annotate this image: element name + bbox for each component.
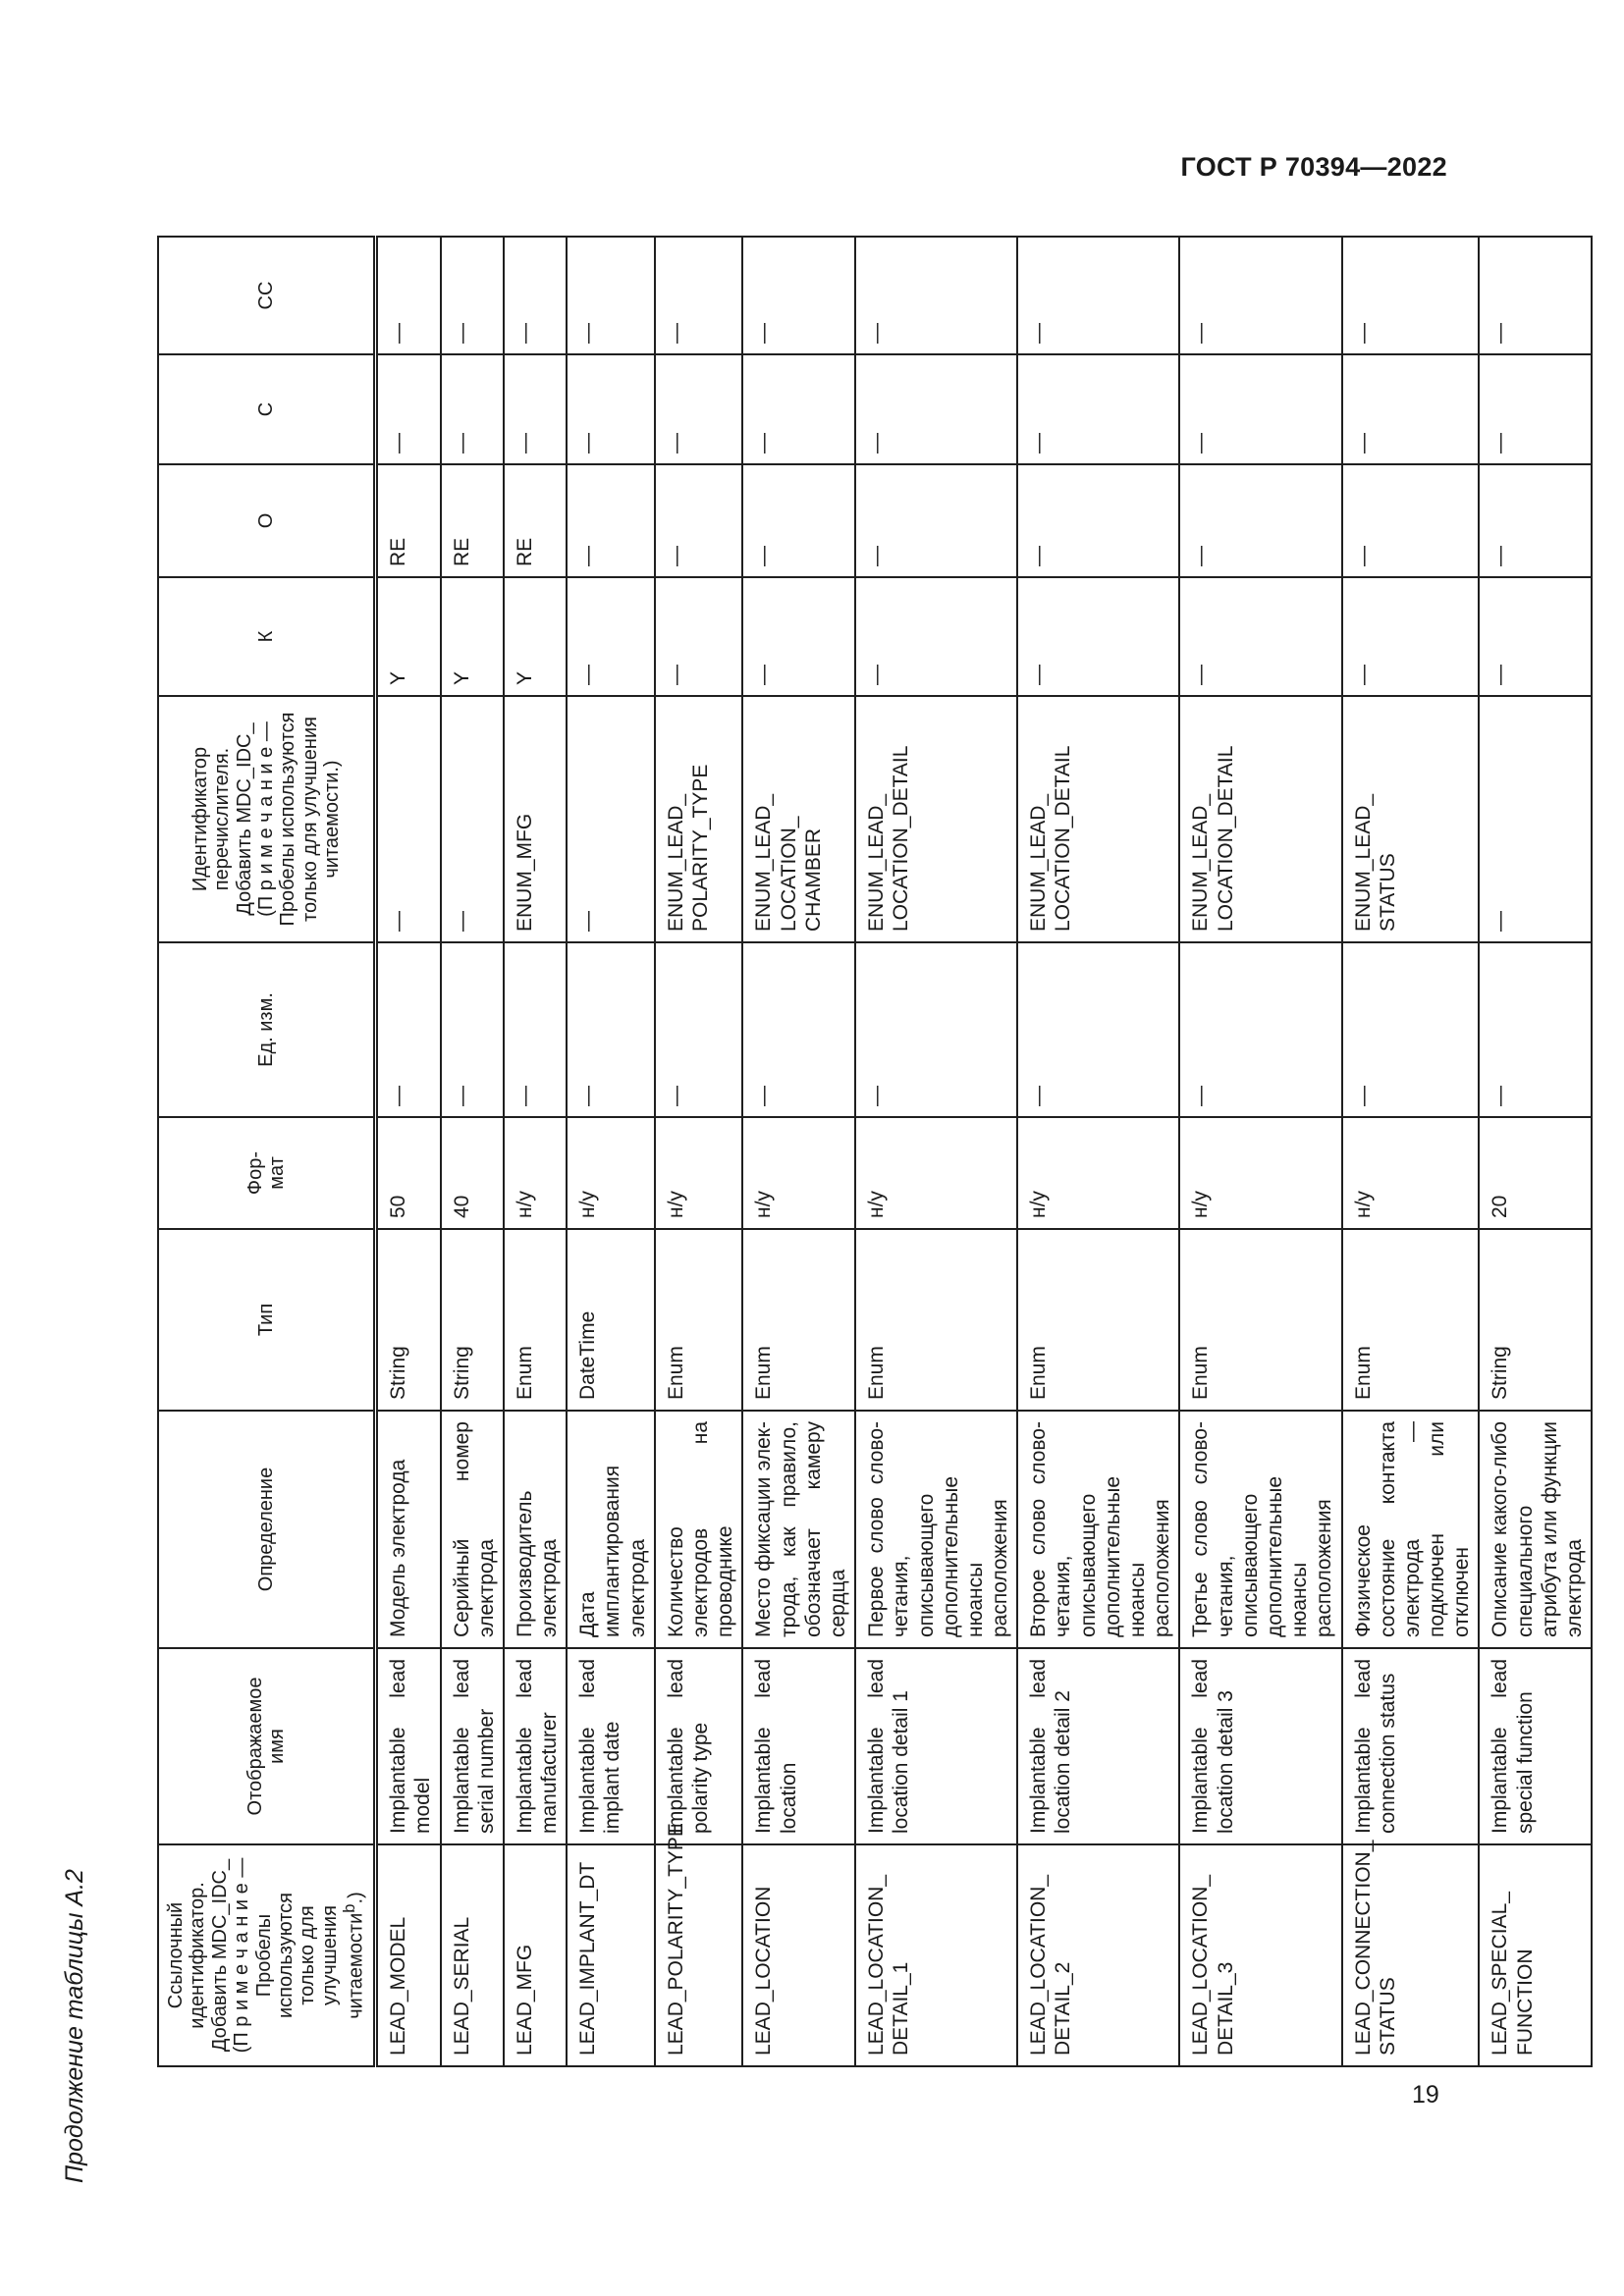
cell-enum-id bbox=[504, 696, 567, 942]
ref-id-line: LEAD_CONNECTION_ bbox=[1351, 1840, 1375, 2056]
cell-type: Enum bbox=[655, 1229, 743, 1411]
enum-id-line: CHAMBER bbox=[801, 828, 825, 932]
cell-format: 50 bbox=[376, 1117, 441, 1229]
cell-c: — bbox=[742, 354, 855, 464]
header-enum-line: перечислителя. bbox=[211, 747, 234, 891]
ref-id-line: LEAD_IMPLANT_DT bbox=[576, 1861, 600, 2056]
cell-format: н/у bbox=[855, 1117, 1017, 1229]
cell-o: — bbox=[855, 464, 1017, 577]
ref-id-line: DETAIL_1 bbox=[890, 1961, 913, 2056]
cell-o: — bbox=[742, 464, 855, 577]
ref-id-line: LEAD_MFG bbox=[513, 1944, 536, 2056]
page-number: 19 bbox=[1412, 2081, 1439, 2109]
table-row bbox=[441, 237, 504, 2066]
cell-enum-id bbox=[655, 696, 743, 942]
enum-id-line: POLARITY_TYPE bbox=[689, 764, 713, 932]
header-ref-id bbox=[158, 1844, 376, 2066]
header-ref-line: Пробелы используются bbox=[252, 1892, 297, 2019]
header-enum-line: Идентификатор bbox=[189, 746, 211, 892]
cell-k: — bbox=[855, 577, 1017, 696]
cell-o: — bbox=[655, 464, 743, 577]
cell-o: — bbox=[1479, 464, 1592, 577]
enum-id-line: ENUM_MFG bbox=[513, 813, 536, 932]
cell-c: — bbox=[504, 354, 567, 464]
footnote-marker: b bbox=[340, 1903, 359, 1913]
header-format bbox=[158, 1117, 376, 1229]
cell-display-name: Implantable lead location bbox=[742, 1648, 855, 1844]
cell-c: — bbox=[1342, 354, 1480, 464]
header-cc: СС bbox=[158, 237, 376, 354]
table-row bbox=[655, 237, 743, 2066]
cell-o: — bbox=[1179, 464, 1341, 577]
ref-id-line: FUNCTION bbox=[1513, 1949, 1537, 2056]
cell-c: — bbox=[655, 354, 743, 464]
cell-enum-id bbox=[1017, 696, 1179, 942]
cell-ref-id bbox=[1017, 1844, 1179, 2066]
cell-display-name: Implantable lead serial number bbox=[441, 1648, 504, 1844]
ref-id-line: DETAIL_3 bbox=[1214, 1961, 1237, 2056]
cell-o: RE bbox=[441, 464, 504, 577]
enum-id-line: LOCATION_ bbox=[777, 816, 800, 932]
cell-k: — bbox=[1342, 577, 1480, 696]
cell-k: — bbox=[742, 577, 855, 696]
cell-definition: Дата имплантирования электрода bbox=[567, 1411, 655, 1648]
cell-enum-id bbox=[1342, 696, 1480, 942]
cell-ref-id bbox=[504, 1844, 567, 2066]
cell-type: Enum bbox=[504, 1229, 567, 1411]
ref-id-line: LEAD_LOCATION_ bbox=[1027, 1874, 1051, 2056]
ref-id-line: LEAD_LOCATION bbox=[752, 1886, 776, 2056]
header-ref-line: только для улучшения bbox=[297, 1905, 341, 2005]
header-enum-line: только для улучшения bbox=[298, 717, 321, 922]
cell-unit: — bbox=[855, 942, 1017, 1117]
cell-unit: — bbox=[441, 942, 504, 1117]
cell-enum-id bbox=[855, 696, 1017, 942]
cell-cc: — bbox=[1479, 237, 1592, 354]
cell-unit: — bbox=[1179, 942, 1341, 1117]
cell-unit: — bbox=[376, 942, 441, 1117]
table-row bbox=[567, 237, 655, 2066]
cell-c: — bbox=[1479, 354, 1592, 464]
cell-ref-id bbox=[655, 1823, 743, 2066]
cell-type: Enum bbox=[1179, 1229, 1341, 1411]
header-enum-line: Добавить MDC_IDC_ bbox=[233, 722, 255, 916]
enum-id-line: — bbox=[1489, 911, 1512, 932]
cell-ref-id bbox=[1479, 1844, 1592, 2066]
cell-unit: — bbox=[1479, 942, 1592, 1117]
cell-unit: — bbox=[1342, 942, 1480, 1117]
cell-type: String bbox=[1479, 1229, 1592, 1411]
cell-k: Y bbox=[376, 577, 441, 696]
cell-display-name: Implantable lead manufacturer bbox=[504, 1648, 567, 1844]
cell-display-name: Implantable lead polarity type bbox=[655, 1648, 743, 1844]
cell-cc: — bbox=[567, 237, 655, 354]
header-enum-line: читаемости.) bbox=[321, 760, 344, 879]
enum-id-line: — bbox=[450, 911, 473, 932]
ref-id-line: LEAD_MODEL bbox=[387, 1916, 410, 2056]
enum-id-line: — bbox=[387, 911, 410, 932]
table-row bbox=[376, 237, 441, 2066]
enum-id-line: ENUM_LEAD_ bbox=[664, 793, 687, 932]
cell-format: н/у bbox=[504, 1117, 567, 1229]
header-ref-line-end: .) bbox=[345, 1892, 367, 1904]
cell-k: — bbox=[567, 577, 655, 696]
cell-ref-id bbox=[1179, 1844, 1341, 2066]
cell-c: — bbox=[1017, 354, 1179, 464]
header-o: О bbox=[158, 464, 376, 577]
table-caption: Продолжение таблицы А.2 bbox=[61, 1869, 88, 2183]
enum-id-line: LOCATION_DETAIL bbox=[890, 745, 913, 932]
cell-display-name: Implantable lead implant date bbox=[567, 1648, 655, 1844]
cell-cc: — bbox=[1342, 237, 1480, 354]
ref-id-line: LEAD_LOCATION_ bbox=[1189, 1874, 1213, 2056]
table-row bbox=[742, 237, 855, 2066]
cell-type: Enum bbox=[1017, 1229, 1179, 1411]
cell-k: — bbox=[1479, 577, 1592, 696]
cell-type: Enum bbox=[742, 1229, 855, 1411]
table-row bbox=[855, 237, 1017, 2066]
data-table bbox=[157, 236, 1593, 2067]
cell-cc: — bbox=[1179, 237, 1341, 354]
cell-c: — bbox=[567, 354, 655, 464]
cell-definition: Описание какого-либо специального атрибута или функции электрода bbox=[1479, 1411, 1592, 1648]
cell-type: String bbox=[376, 1229, 441, 1411]
cell-definition: Модель электрода bbox=[376, 1411, 441, 1648]
enum-id-line: — bbox=[576, 911, 600, 932]
enum-id-line: LOCATION_DETAIL bbox=[1052, 745, 1075, 932]
cell-enum-id bbox=[1179, 696, 1341, 942]
cell-ref-id bbox=[742, 1844, 855, 2066]
cell-enum-id bbox=[742, 696, 855, 942]
enum-id-line: STATUS bbox=[1376, 853, 1399, 932]
cell-display-name: Implantable lead connection status bbox=[1342, 1648, 1480, 1844]
cell-type: Enum bbox=[1342, 1229, 1480, 1411]
table-row bbox=[504, 237, 567, 2066]
table-row bbox=[1342, 237, 1480, 2066]
enum-id-line: ENUM_LEAD_ bbox=[1189, 793, 1213, 932]
cell-definition: Производитель электрода bbox=[504, 1411, 567, 1648]
cell-enum-id bbox=[567, 696, 655, 942]
cell-k: Y bbox=[441, 577, 504, 696]
cell-enum-id bbox=[376, 696, 441, 942]
ref-id-line: LEAD_POLARITY_TYPE bbox=[664, 1823, 687, 2056]
cell-format: 40 bbox=[441, 1117, 504, 1229]
header-ref-line: читаемости bbox=[345, 1912, 367, 2019]
cell-unit: — bbox=[655, 942, 743, 1117]
document-code: ГОСТ Р 70394—2022 bbox=[1180, 152, 1447, 182]
cell-c: — bbox=[441, 354, 504, 464]
enum-id-line: LOCATION_DETAIL bbox=[1214, 745, 1237, 932]
cell-display-name: Implantable lead location detail 2 bbox=[1017, 1648, 1179, 1844]
cell-k: — bbox=[655, 577, 743, 696]
cell-format: н/у bbox=[1179, 1117, 1341, 1229]
cell-o: RE bbox=[504, 464, 567, 577]
header-ref-line: (П р и м е ч а н и е — bbox=[231, 1857, 253, 2054]
header-ref-line: идентификатор. bbox=[187, 1882, 209, 2029]
cell-display-name: Implantable lead location detail 3 bbox=[1179, 1648, 1341, 1844]
cell-c: — bbox=[855, 354, 1017, 464]
header-format-line: Фор- bbox=[244, 1150, 266, 1196]
cell-format: 20 bbox=[1479, 1117, 1592, 1229]
cell-cc: — bbox=[742, 237, 855, 354]
header-k: К bbox=[158, 577, 376, 696]
cell-ref-id bbox=[567, 1844, 655, 2066]
cell-display-name: Implantable lead model bbox=[376, 1648, 441, 1844]
cell-ref-id bbox=[441, 1844, 504, 2066]
cell-unit: — bbox=[567, 942, 655, 1117]
ref-id-line: LEAD_SPECIAL_ bbox=[1489, 1892, 1512, 2056]
cell-display-name: Implantable lead location detail 1 bbox=[855, 1648, 1017, 1844]
header-ref-line: Добавить MDC_IDC_ bbox=[208, 1858, 231, 2053]
cell-unit: — bbox=[504, 942, 567, 1117]
cell-ref-id bbox=[376, 1844, 441, 2066]
cell-display-name: Implantable lead special function bbox=[1479, 1648, 1592, 1844]
enum-id-line: ENUM_LEAD_ bbox=[752, 793, 776, 932]
cell-enum-id bbox=[441, 696, 504, 942]
cell-definition: Второе слово словочетания, описывающего дополнительные нюансы расположения bbox=[1017, 1411, 1179, 1648]
cell-format: н/у bbox=[567, 1117, 655, 1229]
cell-cc: — bbox=[855, 237, 1017, 354]
table-row bbox=[1017, 237, 1179, 2066]
cell-definition: Количество электродов на проводнике bbox=[655, 1411, 743, 1648]
cell-format: н/у bbox=[742, 1117, 855, 1229]
cell-definition: Серийный номер электрода bbox=[441, 1411, 504, 1648]
enum-id-line: ENUM_LEAD_ bbox=[1351, 793, 1375, 932]
ref-id-line: LEAD_LOCATION_ bbox=[865, 1874, 889, 2056]
cell-ref-id bbox=[1342, 1840, 1480, 2066]
cell-format: н/у bbox=[1017, 1117, 1179, 1229]
rotated-table-wrapper bbox=[157, 238, 1587, 2067]
cell-enum-id bbox=[1479, 696, 1592, 942]
cell-cc: — bbox=[655, 237, 743, 354]
cell-definition: Физическое состояние контакта электрода — подключен или отключен bbox=[1342, 1411, 1480, 1648]
cell-cc: — bbox=[441, 237, 504, 354]
header-row bbox=[158, 237, 376, 2066]
cell-cc: — bbox=[376, 237, 441, 354]
header-type: Тип bbox=[158, 1229, 376, 1411]
cell-o: — bbox=[1342, 464, 1480, 577]
header-display-name: Отображаемое имя bbox=[158, 1648, 376, 1844]
header-ref-line: Ссылочный bbox=[165, 1901, 187, 2009]
header-c: С bbox=[158, 354, 376, 464]
header-format-line: мат bbox=[266, 1156, 289, 1190]
cell-format: н/у bbox=[655, 1117, 743, 1229]
header-enum-line: Пробелы используются bbox=[277, 712, 299, 927]
cell-cc: — bbox=[504, 237, 567, 354]
enum-id-line: ENUM_LEAD_ bbox=[1027, 793, 1051, 932]
header-enum-line: (П р и м е ч а н и е — bbox=[254, 721, 277, 917]
header-unit: Ед. изм. bbox=[158, 942, 376, 1117]
cell-c: — bbox=[1179, 354, 1341, 464]
enum-id-line: ENUM_LEAD_ bbox=[865, 793, 889, 932]
cell-k: — bbox=[1017, 577, 1179, 696]
header-enum-id bbox=[158, 696, 376, 942]
cell-o: — bbox=[1017, 464, 1179, 577]
cell-format: н/у bbox=[1342, 1117, 1480, 1229]
cell-type: DateTime bbox=[567, 1229, 655, 1411]
cell-definition: Место фиксации электрода, как правило, обозначает камеру сердца bbox=[742, 1411, 855, 1648]
cell-unit: — bbox=[742, 942, 855, 1117]
cell-definition: Третье слово словочетания, описывающего дополнительные нюансы расположения bbox=[1179, 1411, 1341, 1648]
cell-definition: Первое слово словочетания, описывающего дополнительные нюансы расположения bbox=[855, 1411, 1017, 1648]
header-definition: Определение bbox=[158, 1411, 376, 1648]
table-row bbox=[1479, 237, 1592, 2066]
ref-id-line: LEAD_SERIAL bbox=[450, 1916, 473, 2056]
cell-cc: — bbox=[1017, 237, 1179, 354]
table-row bbox=[1179, 237, 1341, 2066]
ref-id-line: DETAIL_2 bbox=[1052, 1961, 1075, 2056]
cell-k: — bbox=[1179, 577, 1341, 696]
cell-type: Enum bbox=[855, 1229, 1017, 1411]
cell-o: — bbox=[567, 464, 655, 577]
cell-k: Y bbox=[504, 577, 567, 696]
cell-type: String bbox=[441, 1229, 504, 1411]
ref-id-line: STATUS bbox=[1376, 1977, 1399, 2056]
cell-o: RE bbox=[376, 464, 441, 577]
cell-unit: — bbox=[1017, 942, 1179, 1117]
cell-c: — bbox=[376, 354, 441, 464]
cell-ref-id bbox=[855, 1844, 1017, 2066]
